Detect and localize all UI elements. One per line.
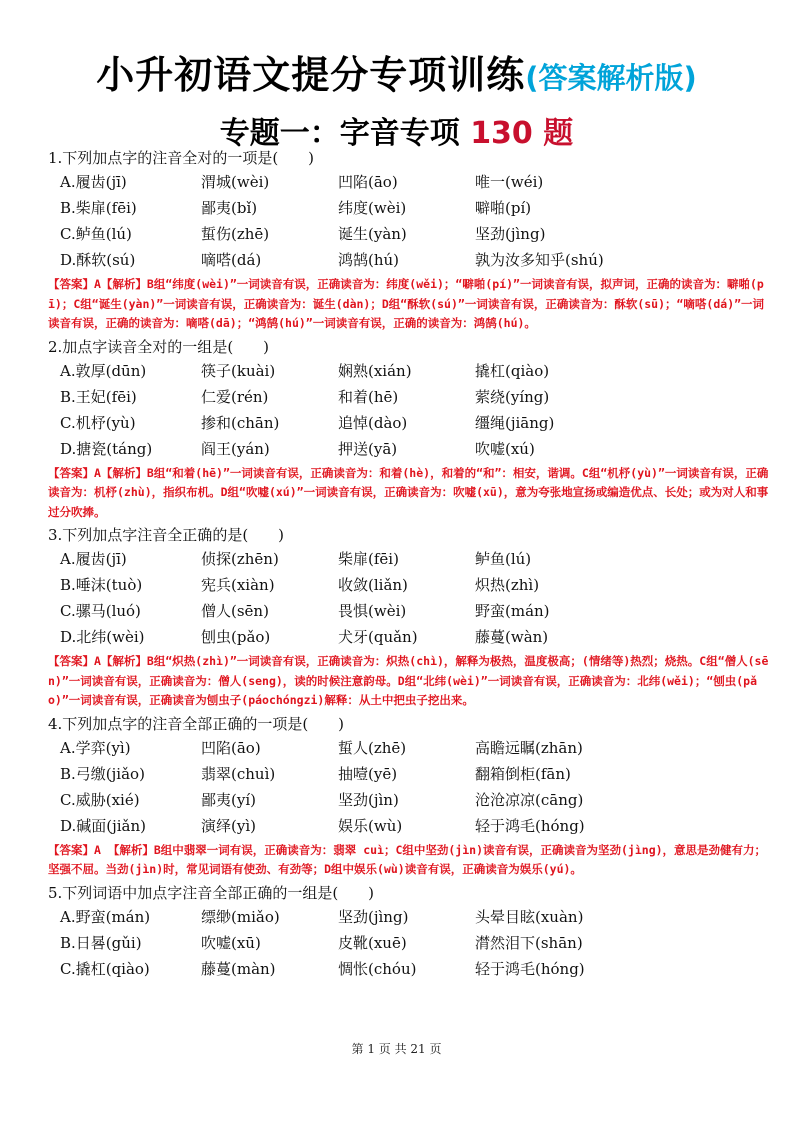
option-row [48,735,773,761]
option-word: 撬杠(qiào) [475,361,550,380]
option-word: 侦探(zhēn) [201,550,279,568]
option-row [48,410,773,436]
option-word: 翡翠(chuì) [201,764,276,783]
option-word: 坚劲(jìn) [338,790,399,809]
option-word: 萦绕(yíng) [475,387,550,406]
option-row [48,436,773,462]
option-word: C.骡马(luó) [60,602,141,620]
option-word: B.日晷(gǔi) [60,933,142,952]
option-word: 野蛮(mán) [475,602,550,620]
option-word: 凹陷(āo) [201,738,261,757]
question-stem: 2.加点字读音全对的一组是( ) [48,337,270,356]
option-word: 翻箱倒柜(fān) [475,764,571,783]
option-word: 和着(hē) [338,387,399,406]
option-row [48,761,773,787]
option-word: 沧沧凉凉(cāng) [475,790,584,809]
question-list [48,145,773,982]
question-stem: 4.下列加点字的注音全部正确的一项是( ) [48,714,345,733]
option-word: 缰绳(jiāng) [475,413,555,432]
option-word: 阎王(yán) [201,439,270,458]
option-word: 高瞻远瞩(zhān) [475,738,583,757]
option-word: D.酥软(sú) [60,251,136,269]
page-footer: 第 1 页 共 21 页 [351,1042,442,1056]
option-word: 坚劲(jìng) [475,225,546,243]
answer-explanation: 【答案】A【解析】B组“纬度(wèi)”一词读音有误，正确读音为：纬度(wěi)；“噼啪(pí)”一词读音有误，拟声词，正确的读音为：噼啪(pī)；C组“诞生(yàn)”一词读音有误，正确读音为：诞生(dàn)；D组“酥软(sú)”一词读音有误，正确读音为：酥软(sū)；“嘀嗒(dá)”一词读音有误，正确的读音为：嘀嗒(dā)；“鸿鹄(hú)”一词读音有误，正确的读音为：鸿鹄(hú)。 [48,277,765,330]
option-row [48,813,773,839]
option-row [48,546,773,572]
option-word: 轻于鸿毛(hóng) [475,959,585,978]
option-row [48,598,773,624]
option-word: C.鲈鱼(lú) [60,225,132,243]
option-word: 宪兵(xiàn) [201,576,275,594]
option-word: 柴扉(fēi) [338,550,399,568]
page-title [0,44,793,99]
option-word: 蜇伤(zhē) [201,225,270,243]
option-word: 炽热(zhì) [475,576,540,594]
option-word: A.敦厚(dūn) [60,361,147,380]
option-row [48,930,773,956]
option-word: B.王妃(fēi) [60,387,137,406]
subtitle-main: 专题一：字音专项 [219,116,471,151]
option-word: 噼啪(pí) [475,199,532,217]
option-word: 鸿鹄(hú) [338,251,400,269]
option-word: 藤蔓(màn) [201,959,276,978]
option-word: 筷子(kuài) [201,361,276,380]
option-row [48,195,773,221]
answer-explanation: 【答案】A【解析】B组“炽热(zhì)”一词读音有误，正确读音为：炽热(chì)，解释为极热，温度极高；(情绪等)热烈；烧热。C组“僧人(sēn)”一词读音有误，正确读音为：僧人(seng)，读的时候注意韵母。D组“北纬(wèi)”一词读音有误，正确读音为：北纬(wěi)；“刨虫(pǎo)”一词读音有误，正确读音为刨虫子(páochóngzi)解释：从土中把虫子挖出来。 [48,654,769,707]
option-word: 纬度(wèi) [338,199,407,217]
option-row [48,956,773,982]
option-word: 凹陷(āo) [338,173,398,191]
option-word: 抽噎(yē) [338,764,398,783]
option-word: 潸然泪下(shān) [475,933,583,952]
option-row [48,358,773,384]
option-word: 鄙夷(yí) [201,790,256,809]
option-word: 唯一(wéi) [475,173,544,191]
option-word: 轻于鸿毛(hóng) [475,816,585,835]
option-word: A.学弈(yì) [60,738,131,757]
option-word: 收敛(liǎn) [338,576,408,594]
option-row [48,169,773,195]
option-word: 嘀嗒(dá) [201,251,262,269]
option-word: 娴熟(xián) [338,361,412,380]
option-row [48,904,773,930]
option-word: C.威胁(xié) [60,790,140,809]
option-word: 惆怅(chóu) [338,959,417,978]
option-word: D.搪瓷(táng) [60,439,153,458]
option-row [48,221,773,247]
option-word: 刨虫(pǎo) [201,628,271,646]
option-row [48,384,773,410]
option-word: 吹嘘(xū) [201,933,261,952]
option-word: B.弓缴(jiǎo) [60,764,145,783]
option-word: 鲈鱼(lú) [475,550,532,568]
question-stem: 1.下列加点字的注音全对的一项是( ) [48,149,315,167]
option-word: B.唾沫(tuò) [60,576,143,594]
option-word: 追悼(dào) [338,413,408,432]
option-word: A.履齿(jī) [60,550,127,568]
subtitle-count: 130 题 [470,116,574,151]
answer-explanation: 【答案】A【解析】B组“和着(hē)”一词读音有误，正确读音为：和着(hè)，和着的“和”：相安，谐调。C组“机杼(yù)”一词读音有误，正确读音为：机杼(zhù)，指织布机。D组“吹嘘(xú)”一词读音有误，正确读音为：吹嘘(xū)，意为夸张地宣扬或编造优点、长处；或为对人和事过分吹捧。 [48,465,769,519]
option-word: 吹嘘(xú) [475,439,535,458]
option-word: C.机杼(yù) [60,413,136,432]
title-main: 小升初语文提分专项训练 [96,53,526,97]
option-row [48,572,773,598]
option-word: 蜇人(zhē) [338,738,407,757]
option-word: D.北纬(wèi) [60,628,145,646]
option-word: 鄙夷(bǐ) [201,199,258,217]
option-word: 仁爱(rén) [201,387,269,406]
option-word: 孰为汝多知乎(shú) [475,251,604,269]
option-word: A.履齿(jī) [60,173,127,191]
option-word: 畏惧(wèi) [338,602,407,620]
option-word: D.碱面(jiǎn) [60,816,147,835]
option-word: 藤蔓(wàn) [475,628,549,646]
option-word: B.柴扉(fēi) [60,199,137,217]
option-row [48,247,773,273]
option-word: 娱乐(wù) [338,816,403,835]
question-stem: 5.下列词语中加点字注音全部正确的一组是( ) [48,883,375,902]
option-word: 坚劲(jìng) [338,907,409,926]
option-word: 押送(yā) [338,439,398,458]
option-word: A.野蛮(mán) [60,907,151,926]
option-word: 缥缈(miǎo) [201,907,280,926]
option-row [48,624,773,650]
option-word: 演绎(yì) [201,816,256,835]
option-word: C.撬杠(qiào) [60,959,150,978]
option-word: 皮靴(xuē) [338,933,407,952]
option-word: 头晕目眩(xuàn) [475,907,584,926]
option-word: 僧人(sēn) [201,602,269,620]
option-word: 渭城(wèi) [201,173,270,191]
option-word: 掺和(chān) [201,413,280,432]
title-suffix: (答案解析版) [525,61,697,95]
option-word: 诞生(yàn) [338,225,407,243]
question-stem: 3.下列加点字注音全正确的是( ) [48,526,285,544]
option-row [48,787,773,813]
answer-explanation: 【答案】A 【解析】B组中翡翠一词有误，正确读音为：翡翠 cuì；C组中坚劲(jìn)读音有误，正确读音为坚劲(jìng)，意思是劲健有力；坚强不屈。当劲(jìn)时，常见词语有使劲、有劲等；D组中娱乐(wù)读音有误，正确读音为娱乐(yú)。 [48,842,767,876]
option-word: 犬牙(quǎn) [338,628,418,646]
